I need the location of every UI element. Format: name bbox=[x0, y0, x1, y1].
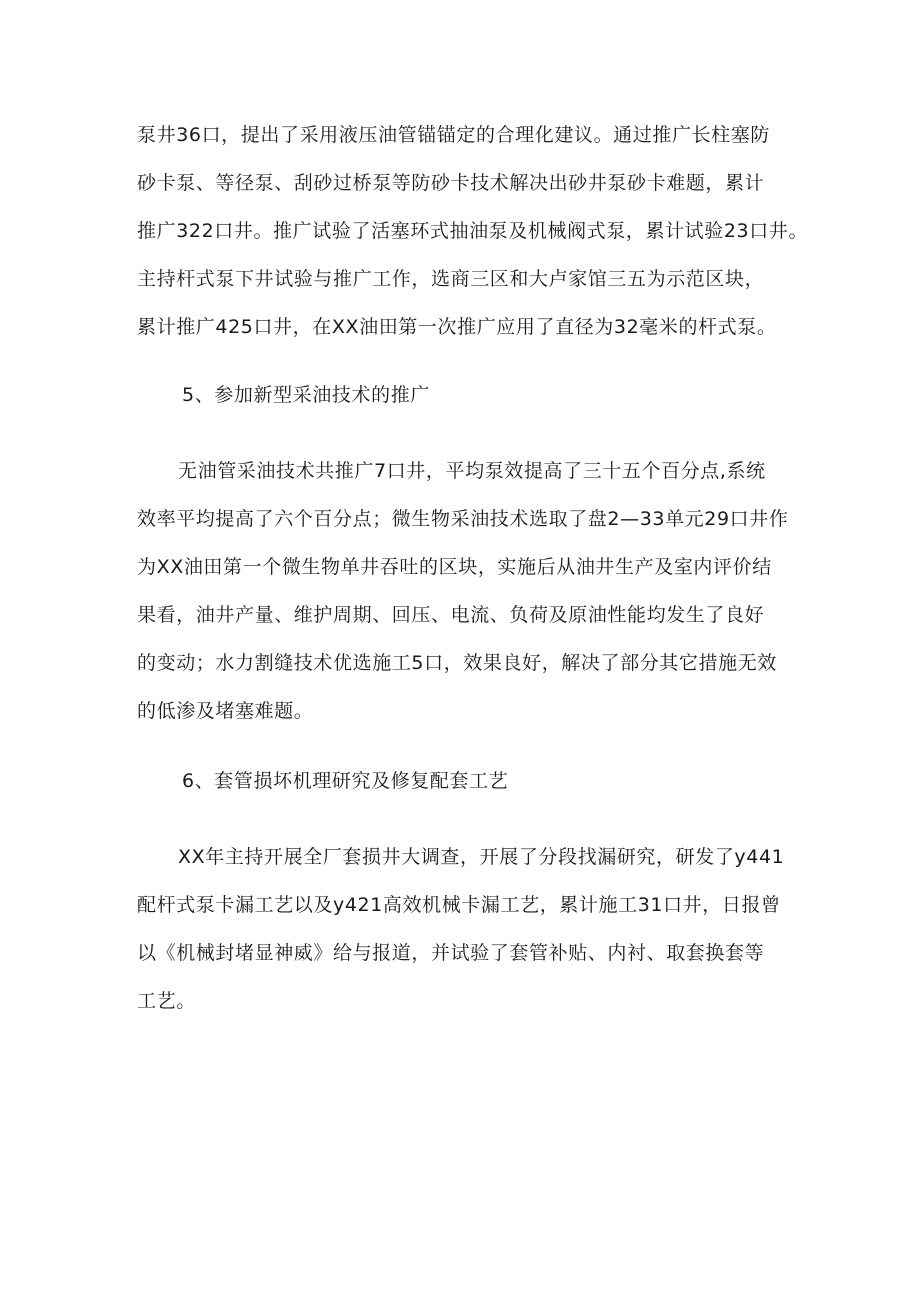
paragraph-2-line-2: 效率平均提高了六个百分点；微生物采油技术选取了盘2—33单元29口井作 bbox=[137, 508, 789, 530]
paragraph-2-line-5: 的变动；水力割缝技术优选施工5口，效果良好，解决了部分其它措施无效 bbox=[137, 652, 777, 674]
paragraph-1-line-1: 泵井36口，提出了采用液压油管锚锚定的合理化建议。通过推广长柱塞防 bbox=[137, 124, 770, 146]
paragraph-1-line-3: 推广322口井。推广试验了活塞环式抽油泵及机械阀式泵，累计试验23口井。 bbox=[137, 220, 809, 242]
paragraph-3-line-3: 以《机械封堵显神威》给与报道，并试验了套管补贴、内衬、取套换套等 bbox=[137, 942, 765, 964]
paragraph-1-line-2: 砂卡泵、等径泵、刮砂过桥泵等防砂卡技术解决出砂井泵砂卡难题，累计 bbox=[137, 172, 765, 194]
paragraph-2-line-6: 的低渗及堵塞难题。 bbox=[137, 700, 314, 722]
paragraph-2-line-1: 无油管采油技术共推广7口井，平均泵效提高了三十五个百分点,系统 bbox=[178, 460, 766, 482]
paragraph-2-line-3: 为XX油田第一个微生物单井吞吐的区块，实施后从油井生产及室内评价结 bbox=[137, 556, 772, 578]
paragraph-2-line-4: 果看，油井产量、维护周期、回压、电流、负荷及原油性能均发生了良好 bbox=[137, 604, 765, 626]
paragraph-3-line-1: XX年主持开展全厂套损井大调查，开展了分段找漏研究，研发了y441 bbox=[178, 846, 785, 868]
section-heading-6: 6、套管损坏机理研究及修复配套工艺 bbox=[182, 770, 509, 792]
paragraph-1-line-4: 主持杆式泵下井试验与推广工作，选商三区和大卢家馆三五为示范区块， bbox=[137, 268, 765, 290]
paragraph-3-line-2: 配杆式泵卡漏工艺以及y421高效机械卡漏工艺，累计施工31口井，日报曾 bbox=[137, 894, 781, 916]
section-heading-5: 5、参加新型采油技术的推广 bbox=[182, 384, 430, 406]
paragraph-3-line-4: 工艺。 bbox=[137, 990, 196, 1012]
paragraph-1-line-5: 累计推广425口井，在XX油田第一次推广应用了直径为32毫米的杆式泵。 bbox=[137, 316, 777, 338]
